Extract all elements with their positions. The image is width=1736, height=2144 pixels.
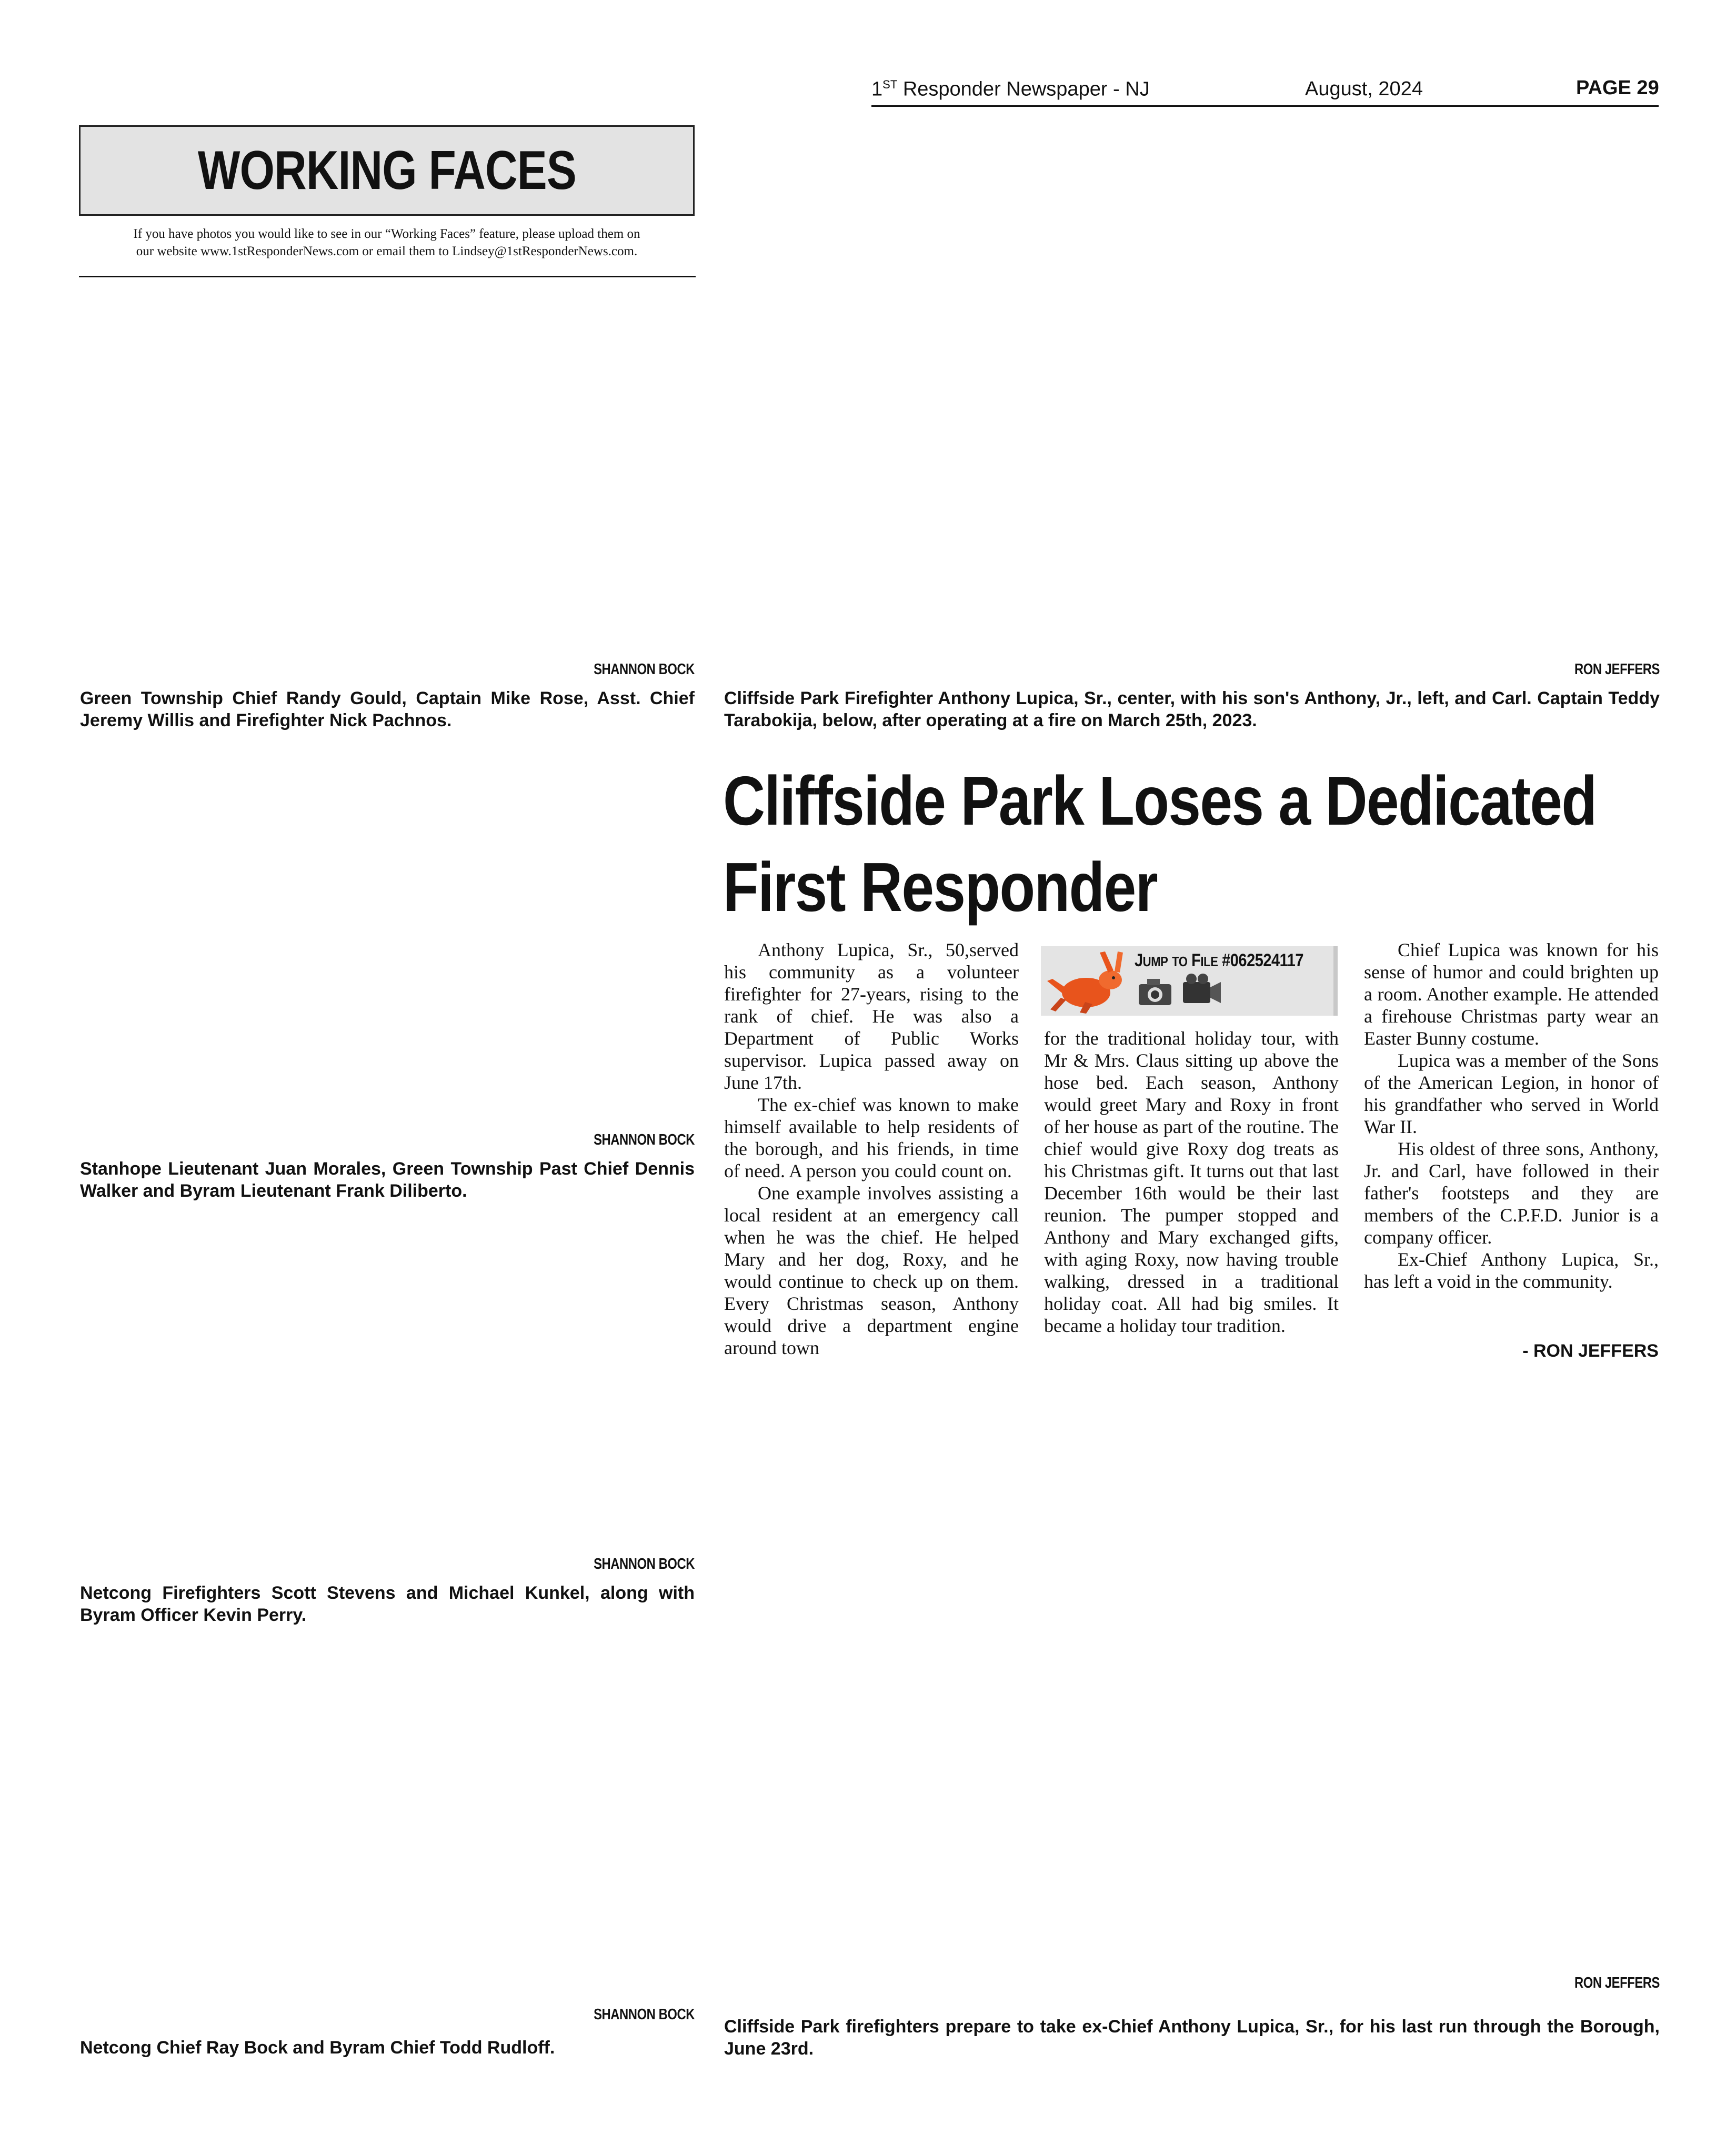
photo-credit: SHANNON BOCK [594, 661, 695, 678]
photo-credit: SHANNON BOCK [594, 2006, 695, 2023]
publication-name: 1ST Responder Newspaper - NJ [871, 78, 1150, 101]
photo-caption: Netcong Chief Ray Bock and Byram Chief Todd Rudloff. [80, 2038, 555, 2058]
working-faces-banner [79, 125, 695, 216]
video-camera-icon [1180, 973, 1223, 1009]
photo-credit: RON JEFFERS [1574, 661, 1660, 678]
jump-to-file-label: JUMP TO FILE #062524117 [1135, 950, 1304, 970]
working-faces-rule [79, 276, 696, 277]
publication-superscript: ST [882, 78, 898, 91]
photo-caption: Stanhope Lieutenant Juan Morales, Green Township Past Chief Dennis Walker and Byram Lieutenant Frank Diliberto. [80, 1159, 695, 1201]
article-paragraph: for the traditional holiday tour, with Mr & Mrs. Claus sitting up above the hose bed. Each season, Anthony would greet Mary and Roxy in front of her house as part of the routine. The chief would give Roxy dog treats as his Christmas gift. It turns out that last December 16th would be their last reunion. The pumper stopped and Anthony and Mary exchanged gifts, with aging Roxy, now having trouble walking, dressed in a traditional holiday coat. All had big smiles. It became a holiday tour tradition. [1044, 1028, 1339, 1336]
article-paragraph: Anthony Lupica, Sr., 50,served his community as a volunteer firefighter for 27-years, rising to the rank of chief. He was also a Department of Public Works supervisor. Lupica passed away on June 17th. [724, 939, 1019, 1093]
article-paragraph: Lupica was a member of the Sons of the American Legion, in honor of his grandfather who served in World War II. [1364, 1050, 1659, 1137]
photo-area [79, 284, 695, 653]
issue-date: August, 2024 [1305, 78, 1423, 100]
article-column-2 [1044, 1027, 1339, 1337]
working-faces-title: WORKING FACES [197, 139, 576, 201]
photo-caption: Green Township Chief Randy Gould, Captain Mike Rose, Asst. Chief Jeremy Willis and Firefighter Nick Pachnos. [80, 688, 695, 730]
photo-area [79, 1637, 695, 2000]
article-column-3 [1364, 939, 1659, 1293]
working-faces-note: If you have photos you would like to see in our “Working Faces” feature, please upload them on our website www.1stResponderNews.com or email them to Lindsey@1stResponderNews.com. [133, 227, 640, 258]
photo-area [723, 1400, 1660, 1973]
photo-area [723, 121, 1660, 653]
article-column-1 [724, 939, 1019, 1359]
article-paragraph: Ex-Chief Anthony Lupica, Sr., has left a void in the community. [1364, 1249, 1659, 1292]
article-byline: - RON JEFFERS [1522, 1341, 1659, 1361]
article-headline: Cliffside Park Loses a Dedicated First Responder [723, 762, 1597, 926]
camera-icon [1137, 976, 1173, 1008]
photo-caption: Cliffside Park firefighters prepare to take ex-Chief Anthony Lupica, Sr., for his last run through the Borough, June 23rd. [724, 2017, 1660, 2059]
photo-credit: SHANNON BOCK [594, 1556, 695, 1572]
jump-to-file-box[interactable] [1041, 946, 1338, 1016]
photo-area [79, 1210, 695, 1547]
page-number: PAGE 29 [1576, 77, 1659, 99]
article-paragraph: His oldest of three sons, Anthony, Jr. and Carl, have followed in their father's footsteps and they are members of the C.P.F.D. Junior is a company officer. [1364, 1138, 1659, 1248]
article-paragraph: One example involves assisting a local resident at an emergency call when he was the chief. He helped Mary and her dog, Roxy, and he would continue to check up on them. Every Christmas season, Anthony would drive a department engine around town [724, 1183, 1019, 1358]
photo-caption: Cliffside Park Firefighter Anthony Lupica, Sr., center, with his son's Anthony, Jr., left, and Carl. Captain Teddy Tarabokija, below, after operating at a fire on March 25th, 2023. [724, 688, 1660, 730]
article-paragraph: The ex-chief was known to make himself available to help residents of the borough, and his friends, in time of need. A person you could count on. [724, 1094, 1019, 1181]
photo-area [79, 737, 695, 1121]
photo-caption: Netcong Firefighters Scott Stevens and Michael Kunkel, along with Byram Officer Kevin Perry. [80, 1583, 695, 1625]
rabbit-icon [1045, 949, 1133, 1015]
photo-credit: RON JEFFERS [1574, 1975, 1660, 1991]
photo-credit: SHANNON BOCK [594, 1131, 695, 1148]
header-rule [871, 105, 1659, 107]
article-paragraph: Chief Lupica was known for his sense of humor and could brighten up a room. Another example. He attended a firehouse Christmas party wear an Easter Bunny costume. [1364, 939, 1659, 1049]
